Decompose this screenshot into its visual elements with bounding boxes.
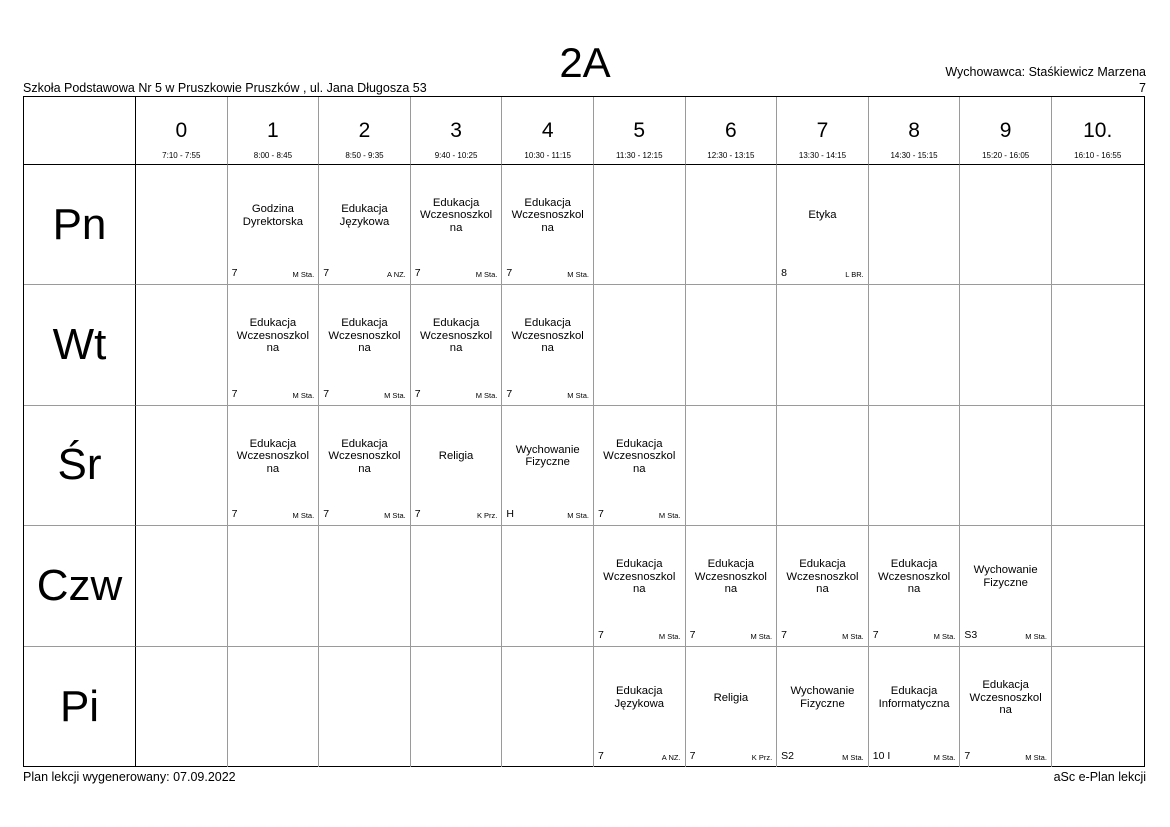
- lesson-teacher: M Sta.: [842, 752, 864, 762]
- lesson-teacher: K Prz.: [751, 752, 773, 762]
- period-number: 2: [358, 119, 371, 142]
- empty-cell: [136, 406, 228, 526]
- lesson-room: S3: [964, 628, 978, 641]
- empty-cell: [594, 285, 686, 405]
- lesson-room: 7: [689, 749, 696, 762]
- empty-cell: [319, 526, 411, 646]
- lesson-cell[interactable]: [960, 647, 1052, 767]
- lesson-room: 7: [414, 508, 421, 521]
- lesson-teacher: M Sta.: [384, 390, 406, 400]
- lesson-teacher: M Sta.: [933, 752, 956, 762]
- lesson-teacher: M Sta.: [1025, 631, 1047, 641]
- lesson-room: 7: [414, 387, 421, 400]
- empty-cell: [686, 285, 778, 405]
- lesson-teacher: L BR.: [845, 270, 864, 280]
- lesson-room: 7: [506, 387, 513, 400]
- empty-cell: [960, 285, 1052, 405]
- lesson-subject: Edukacja Językowa: [339, 203, 390, 228]
- day-name: Pn: [52, 199, 107, 249]
- lesson-subject: Religia: [713, 691, 749, 704]
- lesson-cell[interactable]: [594, 406, 686, 526]
- lesson-cell[interactable]: [228, 165, 320, 285]
- empty-cell: [777, 406, 869, 526]
- day-label-cell: [24, 647, 136, 767]
- lesson-subject: Edukacja Wczesnoszkol na: [236, 317, 309, 355]
- lesson-teacher: M Sta.: [567, 270, 589, 280]
- period-number: 6: [725, 119, 737, 142]
- period-time: 7:10 - 7:55: [162, 151, 201, 160]
- lesson-teacher: M Sta.: [567, 511, 589, 521]
- page-number: 7: [1139, 81, 1146, 95]
- lesson-teacher: M Sta.: [292, 270, 315, 280]
- period-time: 8:50 - 9:35: [345, 151, 384, 160]
- lesson-teacher: M Sta.: [1025, 752, 1047, 762]
- empty-cell: [228, 647, 320, 767]
- period-time: 8:00 - 8:45: [253, 151, 293, 160]
- class-title: 2A: [559, 39, 611, 86]
- empty-cell: [869, 285, 961, 405]
- lesson-teacher: M Sta.: [475, 270, 498, 280]
- lesson-subject: Edukacja Wczesnoszkol na: [877, 558, 951, 596]
- empty-cell: [777, 285, 869, 405]
- day-label-cell: [24, 165, 136, 285]
- lesson-cell[interactable]: [594, 647, 686, 767]
- period-time: 16:10 - 16:55: [1074, 151, 1122, 160]
- lesson-teacher: M Sta.: [658, 631, 681, 641]
- period-number: 9: [999, 119, 1012, 142]
- day-name: Wt: [52, 320, 107, 370]
- lesson-teacher: A NZ.: [387, 270, 406, 280]
- period-time: 12:30 - 13:15: [707, 151, 755, 160]
- timetable-grid: [23, 96, 1145, 767]
- lesson-cell[interactable]: [228, 285, 320, 405]
- lesson-subject: Edukacja Wczesnoszkol na: [328, 437, 401, 475]
- empty-cell: [960, 406, 1052, 526]
- empty-cell: [136, 165, 228, 285]
- lesson-teacher: M Sta.: [933, 631, 956, 641]
- period-header: [228, 97, 320, 165]
- day-label-cell: [24, 285, 136, 405]
- lesson-cell[interactable]: [411, 165, 503, 285]
- lesson-teacher: A NZ.: [661, 752, 681, 762]
- period-time: 13:30 - 14:15: [798, 151, 847, 160]
- period-number: 5: [633, 119, 646, 142]
- lesson-room: 7: [506, 267, 513, 280]
- lesson-room: S2: [781, 749, 794, 762]
- period-header: [502, 97, 594, 165]
- lesson-room: 8: [781, 267, 787, 280]
- lesson-subject: Wychowanie Fizyczne: [790, 685, 855, 710]
- lesson-room: 7: [323, 387, 330, 400]
- lesson-room: 7: [872, 628, 879, 641]
- lesson-subject: Edukacja Wczesnoszkol na: [419, 317, 493, 355]
- lesson-subject: Etyka: [808, 209, 837, 222]
- day-label-cell: [24, 406, 136, 526]
- lesson-cell[interactable]: [319, 285, 411, 405]
- lesson-cell[interactable]: [319, 165, 411, 285]
- lesson-cell[interactable]: [502, 285, 594, 405]
- lesson-subject: Edukacja Wczesnoszkol na: [694, 558, 767, 596]
- lesson-cell[interactable]: [502, 165, 594, 285]
- period-number: 10.: [1083, 119, 1113, 142]
- school-name: Szkoła Podstawowa Nr 5 w Pruszkowie Pruszków , ul. Jana Długosza 53: [23, 81, 427, 95]
- lesson-room: 7: [414, 267, 421, 280]
- lesson-teacher: M Sta.: [658, 511, 681, 521]
- empty-cell: [411, 647, 503, 767]
- empty-cell: [869, 165, 961, 285]
- empty-cell: [1052, 285, 1144, 405]
- lesson-room: 7: [964, 749, 971, 762]
- lesson-room: 7: [597, 628, 604, 641]
- empty-cell: [228, 526, 320, 646]
- lesson-room: 7: [781, 628, 787, 641]
- lesson-subject: Wychowanie Fizyczne: [515, 443, 580, 469]
- homeroom-teacher: Wychowawca: Staśkiewicz Marzena: [945, 65, 1146, 79]
- period-header: [686, 97, 778, 165]
- lesson-cell[interactable]: [319, 406, 411, 526]
- lesson-cell[interactable]: [594, 526, 686, 646]
- day-name: Czw: [36, 560, 123, 610]
- lesson-cell[interactable]: [869, 526, 961, 646]
- lesson-room: 7: [323, 267, 330, 280]
- period-header: [1052, 97, 1144, 165]
- period-header: [960, 97, 1052, 165]
- lesson-subject: Edukacja Informatyczna: [878, 685, 950, 710]
- lesson-subject: Edukacja Wczesnoszkol na: [419, 196, 493, 234]
- lesson-cell[interactable]: [228, 406, 320, 526]
- period-time: 10:30 - 11:15: [524, 151, 571, 160]
- lesson-subject: Edukacja Wczesnoszkol na: [969, 679, 1042, 716]
- empty-cell: [594, 165, 686, 285]
- day-name: Pi: [59, 681, 100, 731]
- period-number: 1: [267, 119, 279, 142]
- day-name: Śr: [57, 440, 102, 490]
- empty-cell: [136, 526, 228, 646]
- period-header: [136, 97, 228, 165]
- period-number: 8: [908, 119, 920, 142]
- empty-cell: [502, 647, 594, 767]
- lesson-subject: Edukacja Wczesnoszkol na: [511, 196, 584, 234]
- lesson-room: 7: [231, 267, 238, 280]
- lesson-room: 7: [231, 387, 238, 400]
- lesson-cell[interactable]: [411, 285, 503, 405]
- lesson-teacher: M Sta.: [842, 631, 864, 641]
- empty-cell: [319, 647, 411, 767]
- lesson-room: 7: [323, 508, 330, 521]
- lesson-cell[interactable]: [686, 647, 778, 767]
- lesson-teacher: M Sta.: [567, 390, 589, 400]
- empty-cell: [960, 165, 1052, 285]
- lesson-room: 7: [689, 628, 696, 641]
- lesson-subject: Edukacja Wczesnoszkol na: [603, 558, 676, 596]
- period-number: 0: [175, 119, 188, 142]
- period-time: 15:20 - 16:05: [982, 151, 1030, 160]
- lesson-subject: Edukacja Wczesnoszkol na: [511, 317, 584, 355]
- period-header: [411, 97, 503, 165]
- period-time: 9:40 - 10:25: [434, 151, 478, 160]
- period-header: [777, 97, 869, 165]
- period-header: [594, 97, 686, 165]
- lesson-teacher: M Sta.: [750, 631, 773, 641]
- lesson-subject: Edukacja Wczesnoszkol na: [236, 437, 309, 475]
- lesson-cell[interactable]: [777, 165, 869, 285]
- period-time: 11:30 - 12:15: [615, 151, 663, 160]
- lesson-teacher: M Sta.: [475, 390, 498, 400]
- lesson-teacher: K Prz.: [476, 511, 498, 521]
- empty-cell: [411, 526, 503, 646]
- period-number: 3: [450, 119, 462, 142]
- empty-cell: [1052, 647, 1144, 767]
- lesson-teacher: M Sta.: [292, 511, 315, 521]
- lesson-teacher: M Sta.: [384, 511, 406, 521]
- lesson-teacher: M Sta.: [292, 390, 315, 400]
- lesson-room: 7: [231, 508, 238, 521]
- empty-cell: [136, 285, 228, 405]
- empty-cell: [136, 647, 228, 767]
- generated-date: Plan lekcji wygenerowany: 07.09.2022: [23, 770, 236, 784]
- empty-cell: [502, 526, 594, 646]
- empty-cell: [1052, 526, 1144, 646]
- lesson-cell[interactable]: [869, 647, 961, 767]
- lesson-cell[interactable]: [777, 647, 869, 767]
- lesson-subject: Edukacja Wczesnoszkol na: [603, 437, 676, 475]
- lesson-cell[interactable]: [502, 406, 594, 526]
- lesson-subject: Edukacja Wczesnoszkol na: [786, 558, 859, 596]
- empty-cell: [686, 165, 778, 285]
- period-header: [319, 97, 411, 165]
- lesson-cell[interactable]: [686, 526, 778, 646]
- empty-cell: [869, 406, 961, 526]
- lesson-room: 7: [597, 508, 604, 521]
- software-credit: aSc e-Plan lekcji: [1053, 770, 1146, 784]
- empty-cell: [1052, 165, 1144, 285]
- lesson-subject: Godzina Dyrektorska: [242, 203, 304, 228]
- lesson-room: 7: [597, 749, 604, 762]
- period-number: 4: [541, 119, 554, 142]
- period-number: 7: [816, 119, 829, 142]
- empty-cell: [686, 406, 778, 526]
- corner-cell: [24, 97, 136, 165]
- lesson-cell[interactable]: [960, 526, 1052, 646]
- lesson-subject: Edukacja Językowa: [614, 685, 665, 710]
- day-label-cell: [24, 526, 136, 646]
- period-header: [869, 97, 961, 165]
- lesson-room: 10 I: [872, 749, 891, 762]
- lesson-subject: Religia: [438, 450, 474, 463]
- lesson-cell[interactable]: [777, 526, 869, 646]
- lesson-subject: Wychowanie Fizyczne: [973, 564, 1038, 589]
- lesson-subject: Edukacja Wczesnoszkol na: [328, 317, 401, 355]
- empty-cell: [1052, 406, 1144, 526]
- lesson-room: H: [506, 508, 514, 521]
- lesson-cell[interactable]: [411, 406, 503, 526]
- period-time: 14:30 - 15:15: [890, 151, 938, 160]
